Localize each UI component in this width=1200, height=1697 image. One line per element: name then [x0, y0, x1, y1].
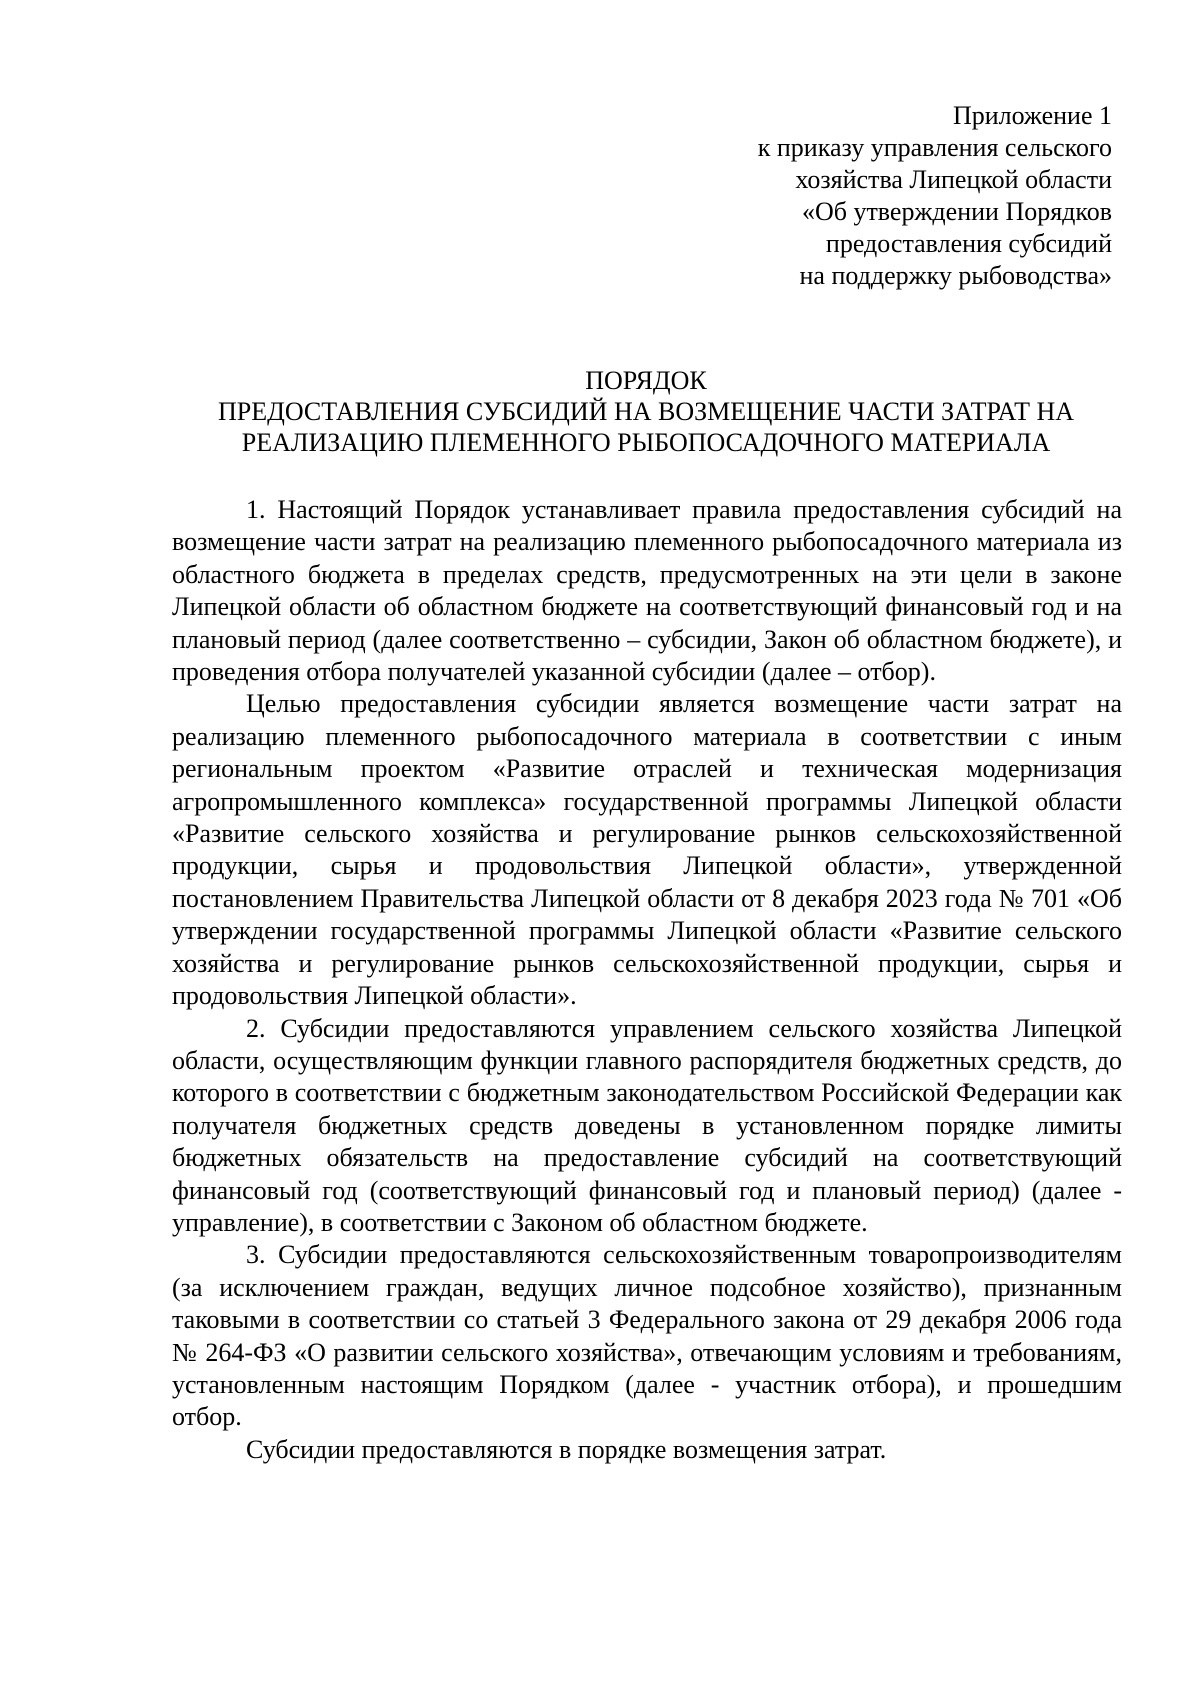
- title-line-2: ПРЕДОСТАВЛЕНИЯ СУБСИДИЙ НА ВОЗМЕЩЕНИЕ ЧАСТИ ЗАТРАТ НА: [217, 397, 1075, 426]
- appendix-line: к приказу управления сельского: [757, 133, 1112, 162]
- appendix-line: на поддержку рыбоводства»: [799, 261, 1112, 290]
- document-title: [170, 365, 1122, 458]
- appendix-line: предоставления субсидий: [825, 229, 1112, 258]
- appendix-block: [592, 100, 1112, 292]
- paragraph-4: 3. Субсидии предоставляются сельскохозяйственным товаропроизводителям (за исключением граждан, ведущих личное подсобное хозяйство), признанным таковыми в соответствии со статьей 3 Федерального закона от 29 декабря 2006 года № 264-ФЗ «О развитии сельского хозяйства», отвечающим условиям и требованиям, установленным настоящим Порядком (далее - участник отбора), и прошедшим отбор.: [172, 1240, 1122, 1432]
- appendix-line: хозяйства Липецкой области: [795, 165, 1112, 194]
- paragraph-5: Субсидии предоставляются в порядке возмещения затрат.: [246, 1434, 887, 1464]
- title-line-1: ПОРЯДОК: [585, 366, 707, 395]
- title-line-3: РЕАЛИЗАЦИЮ ПЛЕМЕННОГО РЫБОПОСАДОЧНОГО МАТЕРИАЛА: [241, 428, 1051, 457]
- paragraph-3: 2. Субсидии предоставляются управлением сельского хозяйства Липецкой области, осуществляющим функции главного распорядителя бюджетных средств, до которого в соответствии с бюджетным законодательством Российской Федерации как получателя бюджетных средств доведены в установленном порядке лимиты бюджетных обязательств на предоставление субсидий на соответствующий финансовый год (соответствующий финансовый год и плановый период) (далее - управление), в соответствии с Законом об областном бюджете.: [172, 1013, 1122, 1237]
- appendix-line: Приложение 1: [952, 101, 1112, 130]
- appendix-line: «Об утверждении Порядков: [801, 197, 1112, 226]
- paragraph-1: 1. Настоящий Порядок устанавливает правила предоставления субсидий на возмещение части затрат на реализацию племенного рыбопосадочного материала из областного бюджета в пределах средств, предусмотренных на эти цели в законе Липецкой области об областном бюджете на соответствующий финансовый год и на плановый период (далее соответственно – субсидии, Закон об областном бюджете), и проведения отбора получателей указанной субсидии (далее – отбор).: [172, 495, 1122, 687]
- document-body: [172, 494, 1122, 1466]
- paragraph-2: Целью предоставления субсидии является возмещение части затрат на реализацию племенного рыбопосадочного материала в соответствии с иным региональным проектом «Развитие отраслей и техническая модернизация агропромышленного комплекса» государственной программы Липецкой области «Развитие сельского хозяйства и регулирование рынков сельскохозяйственной продукции, сырья и продовольствия Липецкой области», утвержденной постановлением Правительства Липецкой области от 8 декабря 2023 года № 701 «Об утверждении государственной программы Липецкой области «Развитие сельского хозяйства и регулирование рынков сельскохозяйственной продукции, сырья и продовольствия Липецкой области».: [172, 689, 1122, 1011]
